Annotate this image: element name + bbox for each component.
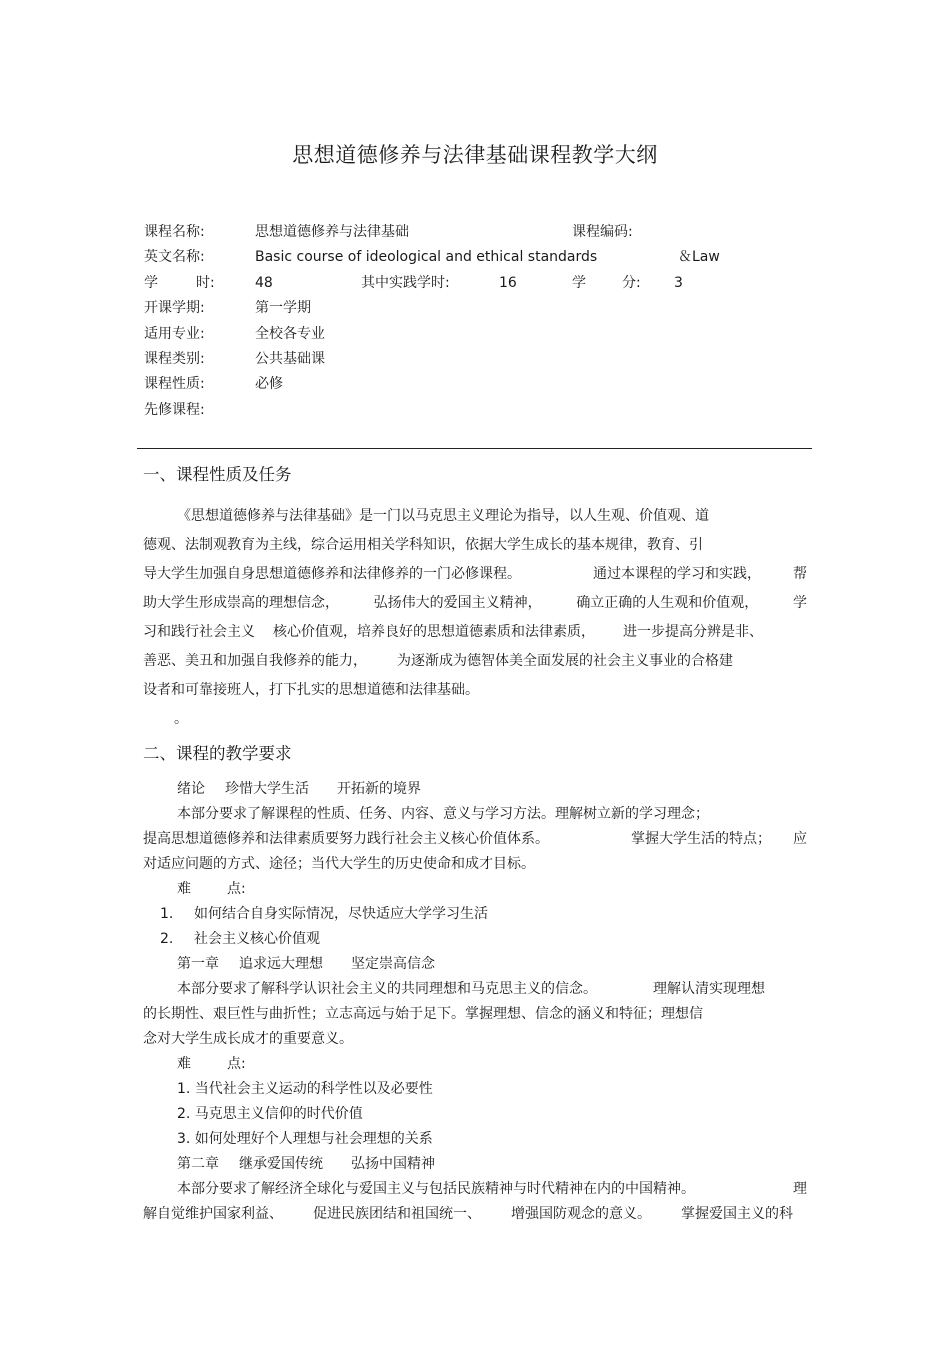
chapter2-fragment: 理 bbox=[793, 1181, 807, 1197]
chapter1-title bbox=[177, 954, 435, 974]
hours-label-b: 时: bbox=[196, 275, 215, 291]
english-name-label: 英文名称: bbox=[144, 249, 205, 265]
divider-rule bbox=[137, 448, 812, 449]
course-name-label: 课程名称: bbox=[144, 224, 205, 240]
chapter1-difficulty-label bbox=[177, 1054, 246, 1074]
chapter2-fragment: 解自觉维护国家利益、 bbox=[143, 1206, 283, 1222]
document-title: 思想道德修养与法律基础课程教学大纲 bbox=[292, 143, 658, 167]
section1-fragment: 通过本课程的学习和实践， bbox=[593, 566, 761, 582]
section1-fragment: 弘扬伟大的爱国主义精神， bbox=[373, 595, 542, 611]
chapter1-paragraph-line: 的长期性、艰巨性与曲折性；立志高远与始于足下。掌握理想、信念的涵义和特征；理想信 bbox=[143, 1006, 703, 1022]
section1-line bbox=[143, 622, 763, 642]
section1-heading: 一、课程性质及任务 bbox=[143, 465, 292, 484]
chapter2-fragment: 促进民族团结和祖国统一、 bbox=[313, 1206, 481, 1222]
credit-label-a: 学 bbox=[572, 275, 586, 291]
section1-fragment: 进一步提高分辨是非、 bbox=[623, 624, 763, 640]
section1-line: 设者和可靠接班人，打下扎实的思想道德和法律基础。 bbox=[143, 682, 479, 698]
difficulty-label-b: 点: bbox=[227, 881, 246, 897]
course-code-label: 课程编码: bbox=[572, 224, 633, 240]
chapter1-title-part: 坚定崇高信念 bbox=[351, 956, 435, 972]
english-name-tail: ＆Law bbox=[678, 249, 720, 265]
intro-title bbox=[177, 779, 421, 799]
course-name-value: 思想道德修养与法律基础 bbox=[255, 224, 409, 240]
hours-label-a: 学 bbox=[144, 275, 158, 291]
section1-fragment: 习和践行社会主义 bbox=[143, 624, 255, 640]
intro-title-part: 绪论 bbox=[177, 781, 205, 797]
chapter2-fragment: 增强国防观念的意义。 bbox=[511, 1206, 651, 1222]
chapter1-point: 2. 马克思主义信仰的时代价值 bbox=[177, 1106, 363, 1122]
section2-heading: 二、课程的教学要求 bbox=[143, 744, 292, 763]
chapter1-title-part: 追求远大理想 bbox=[239, 956, 323, 972]
nature-value: 必修 bbox=[255, 376, 283, 392]
section1-fragment: 帮 bbox=[793, 566, 807, 582]
intro-paragraph-line bbox=[143, 829, 807, 849]
prereq-label: 先修课程: bbox=[144, 402, 205, 418]
section1-line: 德观、法制观教育为主线，综合运用相关学科知识，依据大学生成长的基本规律，教育、引 bbox=[143, 537, 703, 553]
section1-fragment: 助大学生形成崇高的理想信念， bbox=[143, 595, 339, 611]
intro-fragment: 掌握大学生活的特点； bbox=[631, 831, 771, 847]
difficulty-label-a: 难 bbox=[177, 1056, 191, 1072]
chapter2-fragment: 掌握爱国主义的科 bbox=[681, 1206, 793, 1222]
chapter2-fragment: 本部分要求了解经济全球化与爱国主义与包括民族精神与时代精神在内的中国精神。 bbox=[177, 1181, 695, 1197]
section1-line bbox=[143, 593, 807, 613]
nature-label: 课程性质: bbox=[144, 376, 205, 392]
chapter1-title-part: 第一章 bbox=[177, 956, 219, 972]
intro-point-text: 如何结合自身实际情况，尽快适应大学学习生活 bbox=[194, 906, 488, 922]
chapter2-paragraph-line bbox=[177, 1179, 807, 1199]
practice-hours-label: 其中实践学时: bbox=[361, 275, 450, 291]
section1-fragment: 善恶、美丑和加强自我修养的能力， bbox=[143, 653, 367, 669]
practice-hours-value: 16 bbox=[499, 275, 517, 291]
intro-point-text: 社会主义核心价值观 bbox=[194, 931, 320, 947]
section1-fragment: 确立正确的人生观和价值观， bbox=[576, 595, 759, 611]
section1-line: 。 bbox=[174, 711, 188, 727]
hours-value: 48 bbox=[255, 275, 273, 291]
intro-paragraph-line: 对适应问题的方式、途径；当代大学生的历史使命和成才目标。 bbox=[143, 856, 535, 872]
section1-line: 《思想道德修养与法律基础》是一门以马克思主义理论为指导，以人生观、价值观、道 bbox=[177, 508, 709, 524]
major-label: 适用专业: bbox=[144, 326, 205, 342]
difficulty-label-b: 点: bbox=[227, 1056, 246, 1072]
chapter2-title-part: 弘扬中国精神 bbox=[351, 1156, 435, 1172]
chapter2-title bbox=[177, 1154, 435, 1174]
semester-label: 开课学期: bbox=[144, 300, 205, 316]
intro-fragment: 应 bbox=[793, 831, 807, 847]
chapter2-paragraph-line bbox=[143, 1204, 793, 1224]
section1-line bbox=[143, 651, 733, 671]
chapter1-point: 3. 如何处理好个人理想与社会理想的关系 bbox=[177, 1131, 433, 1147]
category-label: 课程类别: bbox=[144, 351, 205, 367]
intro-title-part: 开拓新的境界 bbox=[337, 781, 421, 797]
section1-line bbox=[143, 564, 807, 584]
chapter1-fragment: 理解认清实现理想 bbox=[653, 981, 765, 997]
credit-label-b: 分: bbox=[622, 275, 641, 291]
section1-fragment: 导大学生加强自身思想道德修养和法律修养的一门必修课程。 bbox=[143, 566, 521, 582]
english-name-value: Basic course of ideological and ethical standards bbox=[255, 249, 598, 265]
chapter1-paragraph-line bbox=[177, 979, 765, 999]
intro-difficulty-label bbox=[177, 879, 246, 899]
intro-point-number: 2. bbox=[160, 931, 174, 947]
major-value: 全校各专业 bbox=[255, 326, 325, 342]
intro-point-number: 1. bbox=[160, 906, 174, 922]
chapter2-title-part: 第二章 bbox=[177, 1156, 219, 1172]
intro-fragment: 提高思想道德修养和法律素质要努力践行社会主义核心价值体系。 bbox=[143, 831, 549, 847]
section1-fragment: 为逐渐成为德智体美全面发展的社会主义事业的合格建 bbox=[397, 653, 733, 669]
section1-fragment: 学 bbox=[792, 595, 807, 611]
chapter1-fragment: 本部分要求了解科学认识社会主义的共同理想和马克思主义的信念。 bbox=[177, 981, 597, 997]
difficulty-label-a: 难 bbox=[177, 881, 191, 897]
intro-paragraph-line: 本部分要求了解课程的性质、任务、内容、意义与学习方法。理解树立新的学习理念； bbox=[177, 806, 709, 822]
chapter1-paragraph-line: 念对大学生成长成才的重要意义。 bbox=[143, 1031, 353, 1047]
intro-title-part: 珍惜大学生活 bbox=[225, 781, 309, 797]
chapter2-title-part: 继承爱国传统 bbox=[239, 1156, 323, 1172]
category-value: 公共基础课 bbox=[255, 351, 325, 367]
semester-value: 第一学期 bbox=[255, 300, 311, 316]
section1-fragment: 核心价值观，培养良好的思想道德素质和法律素质， bbox=[273, 624, 595, 640]
chapter1-point: 1. 当代社会主义运动的科学性以及必要性 bbox=[177, 1081, 433, 1097]
credit-value: 3 bbox=[674, 275, 683, 291]
